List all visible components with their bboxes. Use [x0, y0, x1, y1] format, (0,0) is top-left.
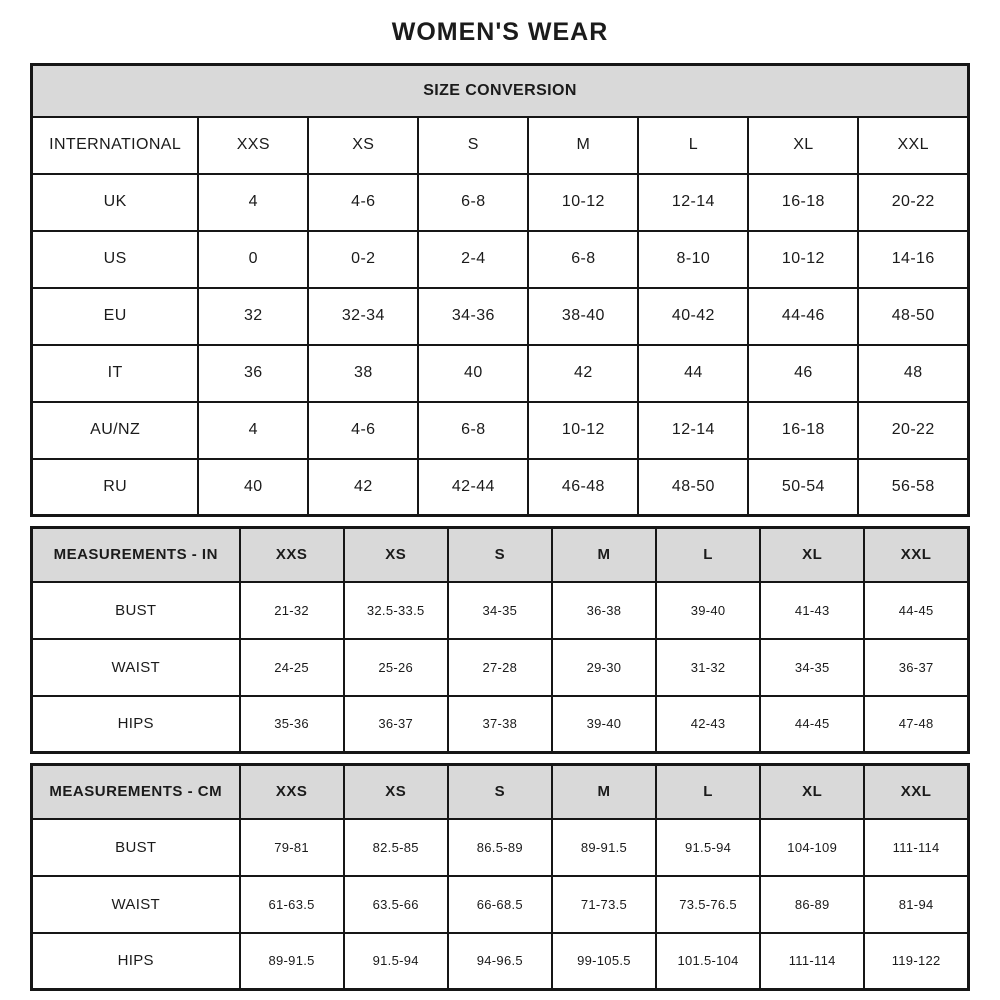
measurement-value: 35-36 [240, 696, 344, 753]
measurements-in-row-bust [32, 582, 969, 639]
measurement-value: 27-28 [448, 639, 552, 696]
size-conversion-row-ru [32, 459, 969, 516]
measurement-value: 66-68.5 [448, 876, 552, 933]
measurement-value: 79-81 [240, 819, 344, 876]
column-header-size: XXL [864, 765, 968, 819]
size-value: 6-8 [528, 231, 638, 288]
size-value: 40 [418, 345, 528, 402]
size-value: 56-58 [858, 459, 968, 516]
measurement-value: 91.5-94 [344, 933, 448, 990]
measurements-cm-row-bust [32, 819, 969, 876]
size-value: 40 [198, 459, 308, 516]
size-value: 10-12 [748, 231, 858, 288]
size-value: 42 [528, 345, 638, 402]
measurement-value: 37-38 [448, 696, 552, 753]
size-value: 4 [198, 402, 308, 459]
size-conversion-banner-row [32, 65, 969, 117]
size-value: 14-16 [858, 231, 968, 288]
size-value: 36 [198, 345, 308, 402]
size-conversion-row-it [32, 345, 969, 402]
size-value: 12-14 [638, 402, 748, 459]
measurement-value: 111-114 [760, 933, 864, 990]
measurements-cm-table [30, 763, 970, 991]
region-label: IT [32, 345, 199, 402]
measurements-in-row-waist [32, 639, 969, 696]
measurement-value: 61-63.5 [240, 876, 344, 933]
size-value: 4-6 [308, 174, 418, 231]
region-label: AU/NZ [32, 402, 199, 459]
size-conversion-row-uk [32, 174, 969, 231]
measurement-label: WAIST [32, 639, 240, 696]
column-header-size: XXS [198, 117, 308, 174]
size-value: 20-22 [858, 402, 968, 459]
region-label: RU [32, 459, 199, 516]
size-value: 42-44 [418, 459, 528, 516]
column-header-size: M [552, 528, 656, 582]
measurements-in-title: MEASUREMENTS - IN [32, 528, 240, 582]
size-value: 4 [198, 174, 308, 231]
column-header-size: XXS [240, 528, 344, 582]
measurements-cm-row-waist [32, 876, 969, 933]
column-header-size: XS [344, 528, 448, 582]
size-value: 48 [858, 345, 968, 402]
measurement-value: 36-37 [344, 696, 448, 753]
measurements-cm-row-hips [32, 933, 969, 990]
measurement-value: 36-37 [864, 639, 968, 696]
size-value: 50-54 [748, 459, 858, 516]
size-conversion-row-us [32, 231, 969, 288]
size-value: 38-40 [528, 288, 638, 345]
size-value: 32 [198, 288, 308, 345]
size-conversion-header-row [32, 117, 969, 174]
column-header-size: S [448, 765, 552, 819]
size-conversion-title: SIZE CONVERSION [32, 65, 969, 117]
size-value: 6-8 [418, 402, 528, 459]
measurement-label: HIPS [32, 696, 240, 753]
size-value: 16-18 [748, 402, 858, 459]
column-header-size: L [638, 117, 748, 174]
column-header-size: XXL [858, 117, 968, 174]
measurement-value: 119-122 [864, 933, 968, 990]
size-value: 32-34 [308, 288, 418, 345]
measurement-label: BUST [32, 819, 240, 876]
measurements-cm-header-row [32, 765, 969, 819]
size-value: 2-4 [418, 231, 528, 288]
measurement-value: 39-40 [552, 696, 656, 753]
column-header-size: XL [760, 765, 864, 819]
size-value: 8-10 [638, 231, 748, 288]
measurement-value: 94-96.5 [448, 933, 552, 990]
measurement-value: 44-45 [864, 582, 968, 639]
measurement-label: WAIST [32, 876, 240, 933]
size-value: 16-18 [748, 174, 858, 231]
measurement-value: 101.5-104 [656, 933, 760, 990]
size-value: 0 [198, 231, 308, 288]
measurement-value: 81-94 [864, 876, 968, 933]
measurements-cm-body [32, 765, 969, 990]
size-value: 48-50 [638, 459, 748, 516]
size-value: 48-50 [858, 288, 968, 345]
column-header-size: M [552, 765, 656, 819]
size-conversion-row-eu [32, 288, 969, 345]
column-header-size: L [656, 765, 760, 819]
column-header-size: L [656, 528, 760, 582]
size-conversion-row-aunz [32, 402, 969, 459]
measurements-cm-title: MEASUREMENTS - CM [32, 765, 240, 819]
measurements-in-body [32, 528, 969, 753]
measurements-in-table [30, 526, 970, 754]
size-value: 6-8 [418, 174, 528, 231]
region-label: EU [32, 288, 199, 345]
measurement-value: 63.5-66 [344, 876, 448, 933]
size-value: 46 [748, 345, 858, 402]
size-value: 10-12 [528, 174, 638, 231]
column-header-size: XXS [240, 765, 344, 819]
size-value: 40-42 [638, 288, 748, 345]
measurement-value: 86.5-89 [448, 819, 552, 876]
size-value: 0-2 [308, 231, 418, 288]
column-header-size: XL [760, 528, 864, 582]
measurement-value: 73.5-76.5 [656, 876, 760, 933]
size-value: 38 [308, 345, 418, 402]
measurement-label: BUST [32, 582, 240, 639]
size-conversion-table [30, 63, 970, 517]
measurement-value: 32.5-33.5 [344, 582, 448, 639]
region-label: UK [32, 174, 199, 231]
size-value: 34-36 [418, 288, 528, 345]
size-value: 44 [638, 345, 748, 402]
measurement-value: 24-25 [240, 639, 344, 696]
column-header-international: INTERNATIONAL [32, 117, 199, 174]
size-conversion-body [32, 65, 969, 516]
measurement-value: 71-73.5 [552, 876, 656, 933]
column-header-size: XL [748, 117, 858, 174]
measurement-value: 41-43 [760, 582, 864, 639]
size-value: 44-46 [748, 288, 858, 345]
measurement-value: 39-40 [656, 582, 760, 639]
column-header-size: XXL [864, 528, 968, 582]
size-value: 10-12 [528, 402, 638, 459]
column-header-size: S [418, 117, 528, 174]
measurement-value: 34-35 [448, 582, 552, 639]
measurements-in-row-hips [32, 696, 969, 753]
column-header-size: M [528, 117, 638, 174]
measurement-label: HIPS [32, 933, 240, 990]
measurement-value: 25-26 [344, 639, 448, 696]
size-value: 46-48 [528, 459, 638, 516]
measurement-value: 89-91.5 [552, 819, 656, 876]
measurement-value: 31-32 [656, 639, 760, 696]
measurement-value: 36-38 [552, 582, 656, 639]
measurements-in-header-row [32, 528, 969, 582]
size-value: 4-6 [308, 402, 418, 459]
measurement-value: 91.5-94 [656, 819, 760, 876]
size-value: 42 [308, 459, 418, 516]
measurement-value: 104-109 [760, 819, 864, 876]
size-value: 12-14 [638, 174, 748, 231]
measurement-value: 99-105.5 [552, 933, 656, 990]
measurement-value: 86-89 [760, 876, 864, 933]
region-label: US [32, 231, 199, 288]
size-value: 20-22 [858, 174, 968, 231]
measurement-value: 89-91.5 [240, 933, 344, 990]
page-title: WOMEN'S WEAR [391, 18, 609, 46]
measurement-value: 44-45 [760, 696, 864, 753]
measurement-value: 21-32 [240, 582, 344, 639]
measurement-value: 82.5-85 [344, 819, 448, 876]
column-header-size: XS [308, 117, 418, 174]
measurement-value: 47-48 [864, 696, 968, 753]
measurement-value: 42-43 [656, 696, 760, 753]
measurement-value: 111-114 [864, 819, 968, 876]
measurement-value: 34-35 [760, 639, 864, 696]
column-header-size: XS [344, 765, 448, 819]
measurement-value: 29-30 [552, 639, 656, 696]
column-header-size: S [448, 528, 552, 582]
